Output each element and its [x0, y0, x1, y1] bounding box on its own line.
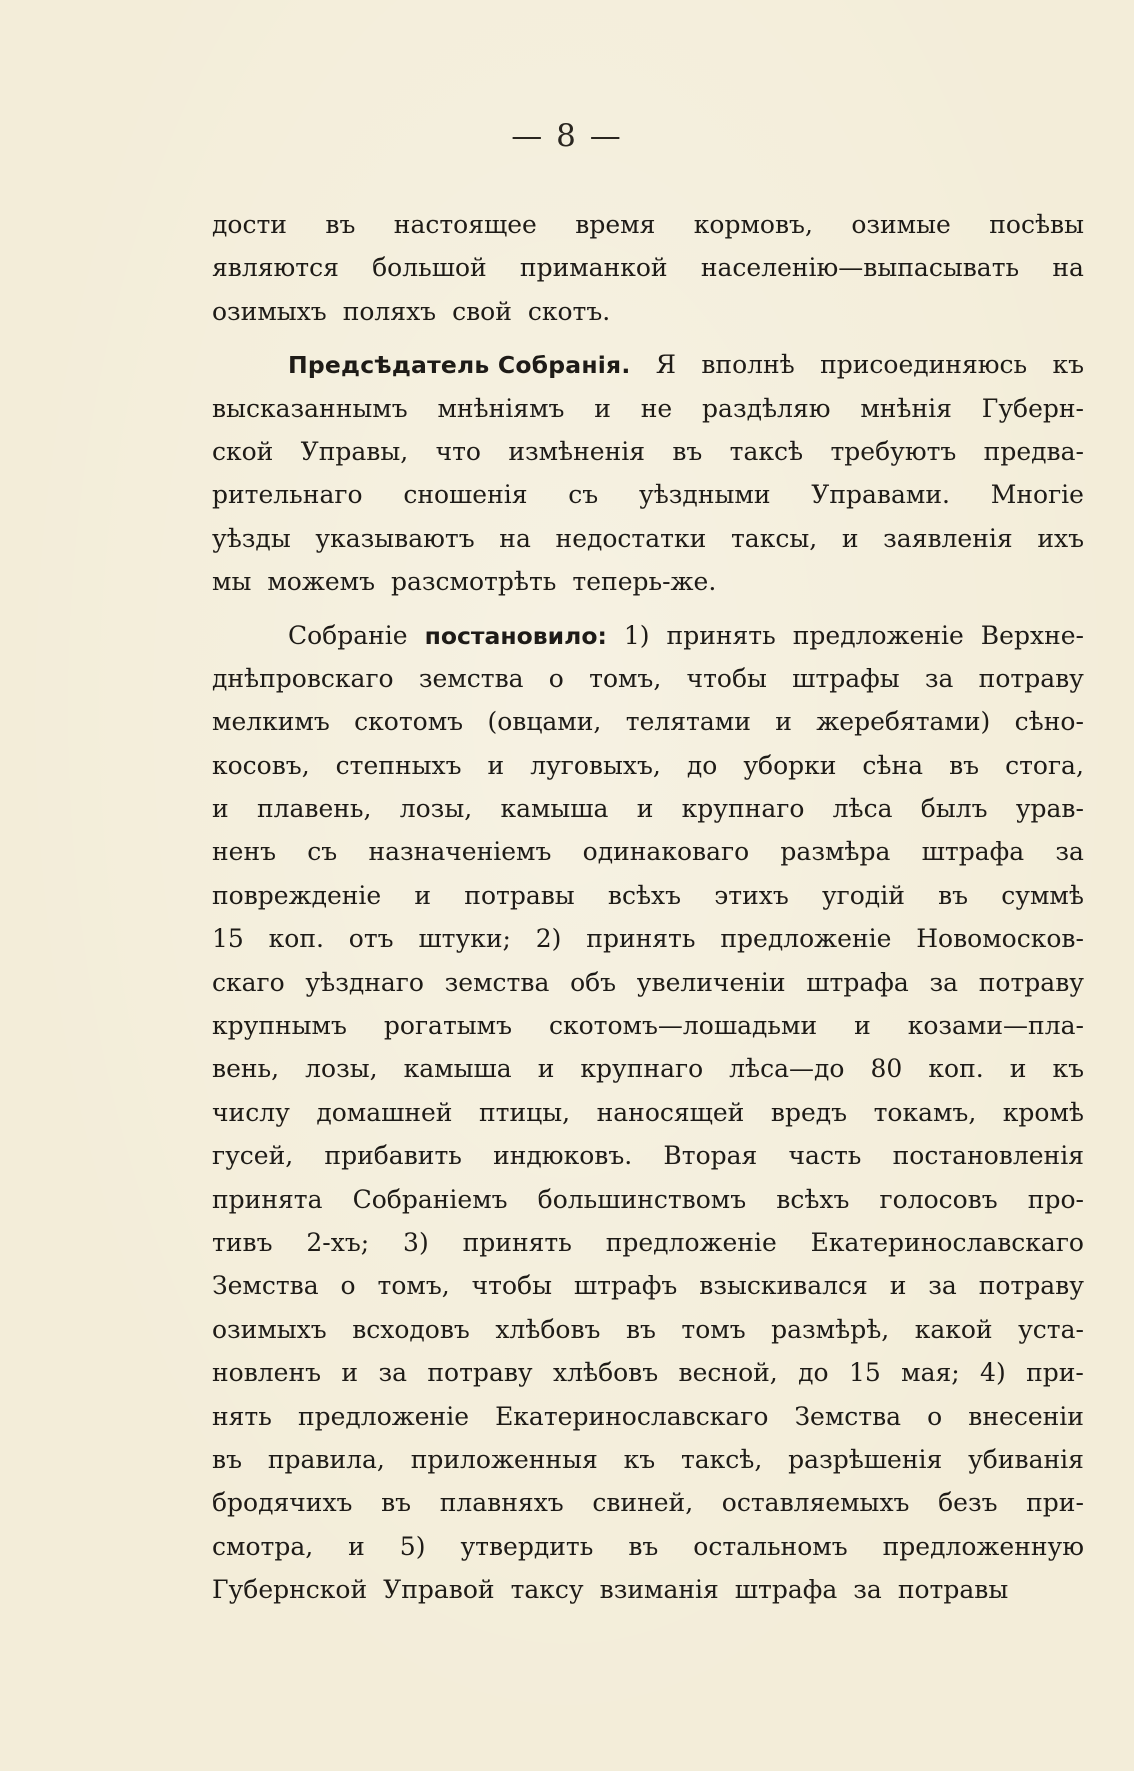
text-line: [212, 1481, 1084, 1524]
text-line: [212, 560, 1084, 603]
text-line: [212, 387, 1084, 430]
word: кормовъ,: [693, 210, 813, 239]
word: постановленія: [892, 1141, 1084, 1171]
word: за: [924, 663, 954, 693]
word: Екатеринославскаго: [810, 1227, 1084, 1257]
word: былъ: [920, 794, 988, 824]
word: токамъ,: [873, 1097, 977, 1127]
word: лозы,: [399, 794, 473, 824]
text-line: [212, 1264, 1084, 1307]
word: присоединяюсь: [820, 350, 1028, 380]
word: и: [636, 794, 654, 824]
word: 3): [403, 1227, 429, 1257]
word: о: [548, 663, 564, 693]
word: камыша: [500, 794, 609, 824]
text-line: [212, 517, 1084, 560]
text-line: [212, 744, 1084, 787]
word: въ: [938, 880, 969, 910]
word: Управой: [383, 1575, 495, 1605]
word: о: [340, 1271, 356, 1301]
page-number: — 8 —: [511, 118, 623, 154]
word: Губерн-: [981, 393, 1084, 423]
word: томъ,: [377, 1271, 450, 1301]
text-line: [212, 874, 1084, 917]
word: таксу: [510, 1575, 584, 1605]
word: лозы,: [305, 1054, 378, 1084]
word: увеличеніи: [636, 967, 786, 997]
word: наносящей: [596, 1097, 745, 1127]
word: и: [537, 1054, 555, 1084]
word: мая;: [901, 1358, 960, 1388]
word: штрафа: [806, 967, 909, 997]
word: жеребятами): [816, 707, 991, 737]
word: въ: [672, 436, 703, 466]
word: 15: [848, 1358, 881, 1388]
text-line: [212, 473, 1084, 516]
text-line: [212, 614, 1084, 657]
word: и: [841, 523, 859, 553]
word: раздѣляю: [702, 393, 831, 423]
word: кромѣ: [1002, 1097, 1084, 1127]
word: мнѣнія: [860, 393, 952, 423]
word: нять: [212, 1401, 272, 1431]
word: скотомъ—лошадьми: [549, 1011, 818, 1041]
word: въ: [949, 750, 980, 780]
word: урав-: [1015, 794, 1084, 824]
word: о: [927, 1401, 943, 1431]
word: предложеніе: [605, 1227, 777, 1257]
word: таксѣ: [729, 436, 804, 466]
word: косовъ,: [212, 750, 310, 780]
word: за: [378, 1358, 408, 1388]
word: чтобы: [686, 663, 767, 693]
word: на: [499, 523, 531, 553]
word: приложенныя: [410, 1444, 598, 1474]
word: предложеніе: [297, 1401, 469, 1431]
word: убиванія: [968, 1444, 1084, 1474]
word: остальномъ: [693, 1531, 848, 1561]
text-line: [212, 1568, 1084, 1611]
word: и: [1009, 1054, 1027, 1084]
text-line: [212, 1351, 1084, 1394]
word: сношенія: [403, 480, 528, 510]
text-line: [212, 246, 1084, 289]
text-line: [212, 787, 1084, 830]
word: 80: [870, 1054, 903, 1084]
word: въ: [212, 1444, 242, 1474]
word: чтобы: [471, 1271, 552, 1301]
word: всѣхъ: [776, 1184, 850, 1214]
word: въ: [325, 210, 356, 239]
text-line: [212, 657, 1084, 700]
text-line: [212, 1221, 1084, 1264]
word: и: [594, 393, 611, 423]
word: къ: [623, 1444, 656, 1474]
word: крупнаго: [580, 1054, 704, 1084]
word: телятами: [625, 707, 751, 737]
word: вполнѣ: [701, 350, 795, 380]
word: свой: [452, 296, 512, 326]
text-line: [212, 290, 1084, 333]
word: крупнымъ: [212, 1011, 347, 1041]
word: за: [1055, 837, 1084, 867]
word: рогатымъ: [383, 1011, 513, 1041]
word: степныхъ: [335, 750, 462, 780]
word: угодій: [821, 880, 905, 910]
word: предложеніе: [792, 620, 964, 650]
word: смотра,: [212, 1531, 314, 1561]
word: мелкимъ: [212, 707, 330, 737]
word: Управами.: [811, 480, 950, 510]
word: уѣзды: [212, 523, 291, 553]
word: потравы: [464, 880, 575, 910]
word: луговыхъ,: [530, 750, 661, 780]
word: предва-: [983, 436, 1084, 466]
word: размѣрѣ,: [771, 1314, 890, 1344]
word: безъ: [938, 1488, 998, 1518]
word: томъ: [681, 1314, 746, 1344]
word: потраву: [978, 967, 1084, 997]
text-line: [212, 203, 1084, 246]
word: хлѣбовъ: [495, 1314, 601, 1344]
word: домашней: [316, 1097, 453, 1127]
word: плавень,: [256, 794, 372, 824]
word: земства: [418, 663, 524, 693]
word: большинствомъ: [537, 1184, 747, 1214]
speaker-name: Предсѣдатель Собранія.: [288, 351, 631, 380]
word: 5): [399, 1531, 426, 1561]
word: коп.: [268, 924, 324, 954]
word: принять: [666, 620, 776, 650]
word: при-: [1026, 1358, 1084, 1388]
word: уста-: [1018, 1314, 1084, 1344]
word: и: [348, 1531, 365, 1561]
text-line: [212, 917, 1084, 960]
word: и: [212, 794, 229, 824]
text-line: [212, 1438, 1084, 1481]
word: ихъ: [1037, 523, 1084, 553]
word: за: [853, 1575, 882, 1605]
word: теперь-же.: [572, 567, 717, 597]
word: приманкой: [519, 253, 668, 283]
word: принять: [586, 924, 696, 954]
word: и: [487, 750, 505, 780]
text-line: [212, 700, 1084, 743]
word: время: [575, 210, 656, 239]
word: разрѣшенія: [788, 1444, 943, 1474]
word: весной,: [678, 1358, 778, 1388]
word: (овцами,: [487, 707, 602, 737]
text-line: [212, 1004, 1084, 1047]
word: къ: [1052, 350, 1084, 380]
word: объ: [570, 967, 617, 997]
text-line: [212, 961, 1084, 1004]
word: штрафа: [734, 1575, 838, 1605]
text-line: [212, 430, 1084, 473]
word: назначеніемъ: [368, 837, 552, 867]
word: озимые: [851, 210, 951, 239]
word: за: [929, 967, 959, 997]
word: за: [928, 1271, 957, 1301]
word: козами—пла-: [907, 1011, 1084, 1041]
word: въ: [625, 1314, 656, 1344]
word: плавняхъ: [439, 1488, 564, 1518]
word: сѣна: [862, 750, 924, 780]
word: населенію—выпасывать: [700, 253, 1020, 283]
word: до: [798, 1358, 829, 1388]
word: Многіе: [990, 480, 1084, 510]
word: въ: [381, 1488, 412, 1518]
word: что: [435, 436, 481, 466]
word: разсмотрѣть: [391, 567, 557, 597]
word: поврежденіе: [212, 880, 382, 910]
word: 1): [623, 620, 650, 650]
word: предложенную: [882, 1531, 1084, 1561]
word: высказаннымъ: [212, 393, 408, 423]
word: всходовъ: [352, 1314, 470, 1344]
text-line: [212, 1395, 1084, 1438]
word: штуки;: [418, 924, 511, 954]
word: утвердить: [460, 1531, 594, 1561]
word: 2): [535, 924, 562, 954]
word: этихъ: [714, 880, 789, 910]
word: и: [775, 707, 792, 737]
word: скотомъ: [354, 707, 464, 737]
word: принять: [462, 1227, 572, 1257]
word: Екатеринославскаго: [495, 1401, 769, 1431]
word: одинаковаго: [582, 837, 750, 867]
word: мнѣніямъ: [437, 393, 565, 423]
word: при-: [1026, 1488, 1084, 1518]
word: земства: [444, 967, 550, 997]
word: голосовъ: [879, 1184, 998, 1214]
word: мы: [212, 567, 252, 597]
word: правила,: [267, 1444, 385, 1474]
word: стога,: [1005, 750, 1084, 780]
word: потраву: [978, 1271, 1084, 1301]
word: недостатки: [555, 523, 707, 553]
word: настоящее: [393, 210, 537, 239]
word: рительнаго: [212, 480, 363, 510]
word: большой: [372, 253, 487, 283]
word: Я: [655, 350, 676, 380]
word: и: [341, 1358, 359, 1388]
word: и: [854, 1011, 871, 1041]
word: оставляемыхъ: [721, 1488, 910, 1518]
word: крупнаго: [681, 794, 805, 824]
word: свиней,: [592, 1488, 694, 1518]
word: дости: [212, 210, 287, 239]
word: въ: [628, 1531, 659, 1561]
word: коп.: [928, 1054, 984, 1084]
word: сѣно-: [1014, 707, 1084, 737]
word: тивъ: [212, 1227, 273, 1257]
word: взыскивался: [699, 1271, 868, 1301]
word: какой: [914, 1314, 993, 1344]
word: взиманія: [599, 1575, 719, 1605]
lead-word: Собраніе: [288, 620, 408, 650]
word: 4): [980, 1358, 1006, 1388]
word: посѣвы: [989, 210, 1084, 239]
word: Земства: [794, 1401, 902, 1431]
resolution-keyword: постановило:: [424, 621, 607, 650]
word: 2-хъ;: [306, 1227, 370, 1257]
word: заявленія: [883, 523, 1013, 553]
word: штрафа: [921, 837, 1025, 867]
text-line: [212, 1308, 1084, 1351]
word: индюковъ.: [493, 1141, 633, 1171]
word: уборки: [743, 750, 837, 780]
word: вредъ: [770, 1097, 848, 1127]
word: днѣпровскаго: [212, 663, 394, 693]
word: и: [889, 1271, 907, 1301]
word: принята: [212, 1184, 323, 1214]
word: Верхне-: [980, 620, 1084, 650]
word: лѣса: [832, 794, 893, 824]
word: и: [414, 880, 432, 910]
word: измѣненія: [508, 436, 646, 466]
word: хлѣбовъ: [553, 1358, 659, 1388]
word: гусей,: [212, 1141, 294, 1171]
word: уѣзднаго: [305, 967, 424, 997]
word: озимыхъ: [212, 296, 327, 326]
word: къ: [1052, 1054, 1084, 1084]
text-line: [212, 1091, 1084, 1134]
text-line: [212, 830, 1084, 873]
word: бродячихъ: [212, 1488, 353, 1518]
word: про-: [1027, 1184, 1084, 1214]
word: числу: [212, 1097, 290, 1127]
word: таксы,: [730, 523, 818, 553]
word: лѣса—до: [729, 1054, 845, 1084]
word: скотъ.: [527, 296, 611, 326]
word: до: [686, 750, 718, 780]
word: ненъ: [212, 837, 277, 867]
word: камыша: [403, 1054, 512, 1084]
word: скаго: [212, 967, 285, 997]
word: ской: [212, 436, 274, 466]
text-line: [212, 1525, 1084, 1568]
text-line: [212, 1134, 1084, 1177]
word: указываютъ: [315, 523, 475, 553]
word: поляхъ: [342, 296, 437, 326]
word: можемъ: [267, 567, 375, 597]
word: съ: [568, 480, 599, 510]
word: озимыхъ: [212, 1314, 327, 1344]
word: Вторая: [663, 1141, 758, 1171]
word: всѣхъ: [607, 880, 682, 910]
word: Новомосков-: [916, 924, 1084, 954]
word: Земства: [212, 1271, 319, 1301]
word: являются: [212, 253, 339, 283]
word: штрафъ: [573, 1271, 678, 1301]
word: предложеніе: [720, 924, 892, 954]
word: потраву: [427, 1358, 533, 1388]
word: таксѣ,: [680, 1444, 763, 1474]
text-line: [212, 343, 1084, 386]
word: на: [1052, 253, 1084, 283]
word: суммѣ: [1001, 880, 1084, 910]
word: томъ,: [589, 663, 662, 693]
word: не: [640, 393, 673, 423]
word: Управы,: [300, 436, 409, 466]
word: птицы,: [479, 1097, 571, 1127]
word: съ: [307, 837, 338, 867]
word: штрафы: [792, 663, 900, 693]
word: Собраніемъ: [352, 1184, 508, 1214]
word: внесеніи: [968, 1401, 1084, 1431]
word: 15: [212, 924, 244, 954]
word: вень,: [212, 1054, 280, 1084]
text-line: [212, 1178, 1084, 1221]
word: новленъ: [212, 1358, 322, 1388]
word: отъ: [348, 924, 394, 954]
word: прибавить: [324, 1141, 462, 1171]
word: потраву: [978, 663, 1084, 693]
word: размѣра: [780, 837, 891, 867]
word: уѣздными: [639, 480, 771, 510]
text-line: [212, 1047, 1084, 1090]
word: требуютъ: [830, 436, 957, 466]
body-text: [212, 203, 1084, 1612]
word: часть: [788, 1141, 862, 1171]
word: Губернской: [212, 1575, 368, 1605]
word: потравы: [897, 1575, 1009, 1605]
